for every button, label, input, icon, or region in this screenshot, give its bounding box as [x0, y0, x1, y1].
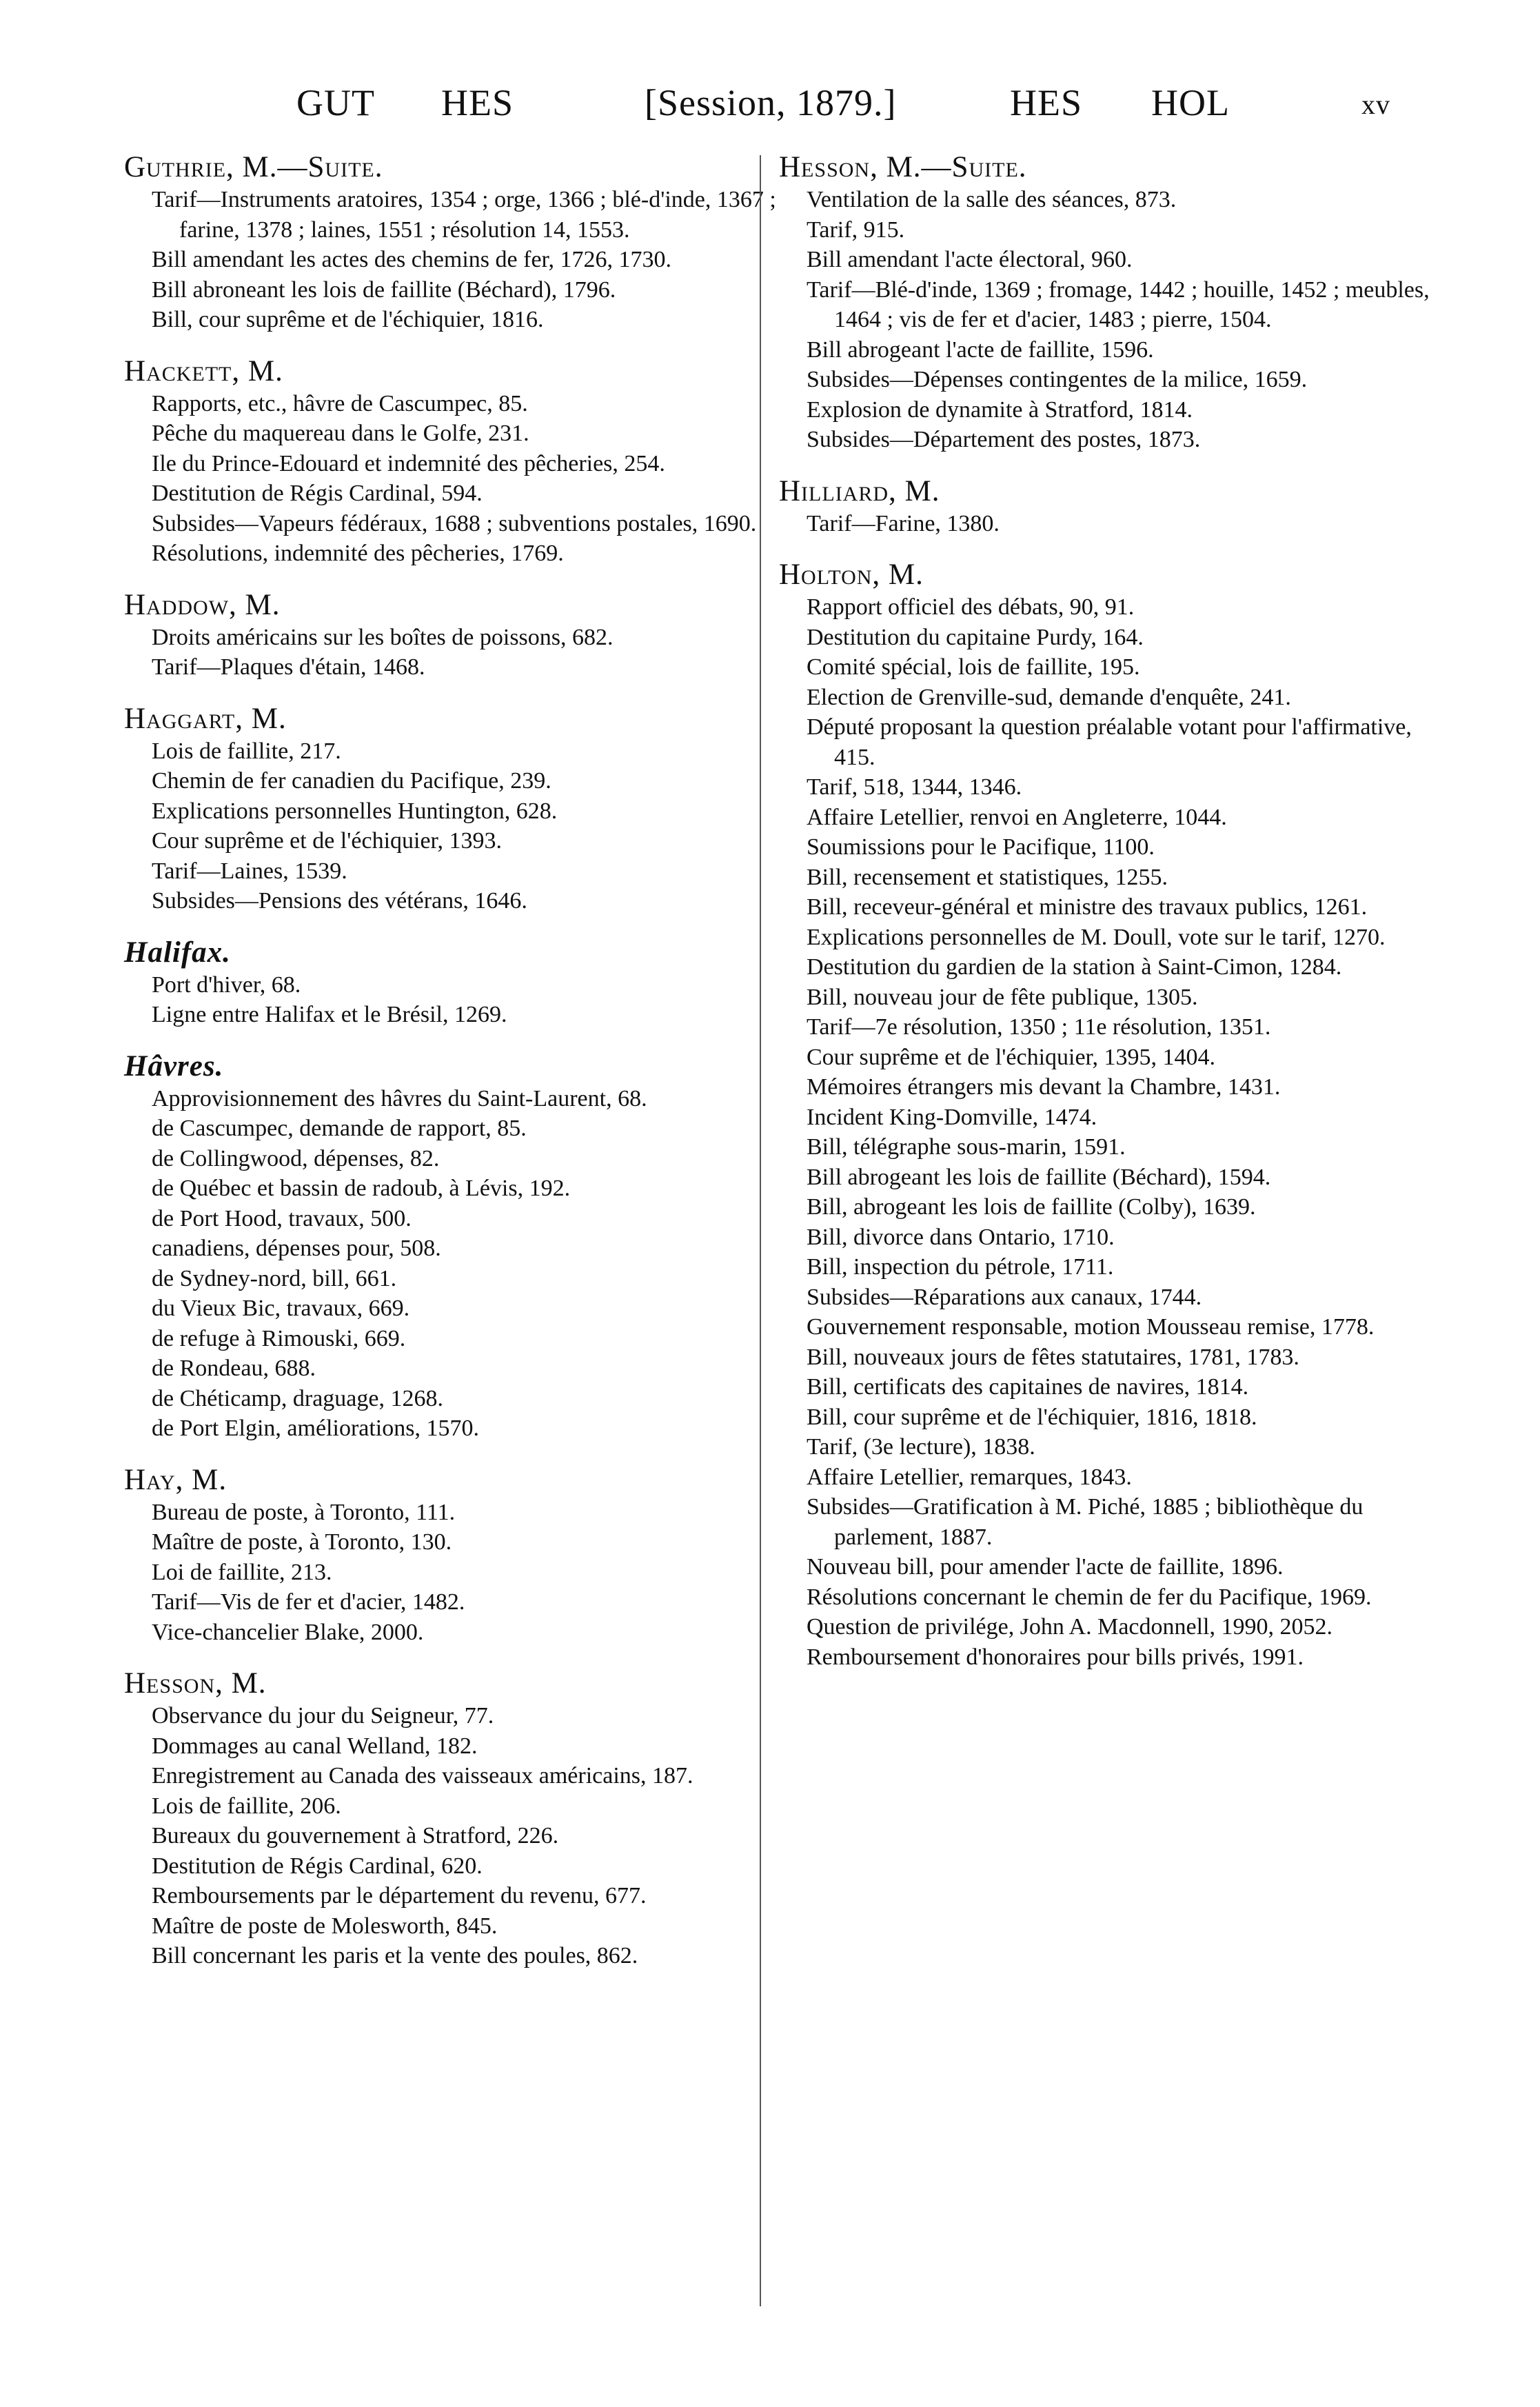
entry-item: Lois de faillite, 206. [152, 1793, 341, 1819]
entry-item: Tarif—Blé-d'inde, 1369 ; fromage, 1442 ; houille, 1452 ; meubles, 1464 ; vis de fer et d'acier, 1483 ; pierre, 1504. [807, 276, 1430, 332]
entry-item: Bill abroneant les lois de faillite (Béchard), 1796. [152, 276, 616, 303]
index-entry-hay-m [124, 1463, 779, 1648]
header-left-word-2: HES [441, 82, 514, 123]
entry-item: Subsides—Dépenses contingentes de la milice, 1659. [807, 367, 1308, 392]
entry-item: Port d'hiver, 68. [152, 971, 301, 998]
index-entry-halifax [124, 936, 779, 1030]
entry-item: Bill, recensement et statistiques, 1255. [807, 864, 1168, 890]
entry-item: Pêche du maquereau dans le Golfe, 231. [152, 421, 529, 446]
index-entry-hackett-m [124, 354, 779, 569]
entry-item: Bill, nouveau jour de fête publique, 1305. [807, 984, 1198, 1010]
header-right-word-2: HOL [1151, 82, 1230, 123]
column-divider [760, 155, 761, 2306]
entry-item: de Sydney-nord, bill, 661. [152, 1265, 397, 1291]
entry-item: Tarif, 518, 1344, 1346. [807, 774, 1022, 800]
index-column-right [779, 150, 1434, 1691]
entry-item: Subsides—Gratification à M. Piché, 1885 ; bibliothèque du parlement, 1887. [807, 1494, 1364, 1550]
entry-heading: Halifax. [124, 936, 231, 969]
entry-heading: Haggart, M. [124, 702, 287, 735]
entry-item: Député proposant la question préalable votant pour l'affirmative, 415. [807, 714, 1412, 770]
index-entry-hilliard-m [779, 474, 1434, 539]
entry-item: Cour suprême et de l'échiquier, 1393. [152, 828, 503, 854]
entry-item: Subsides—Pensions des vétérans, 1646. [152, 888, 527, 914]
entry-item: de Collingwood, dépenses, 82. [152, 1145, 440, 1171]
entry-item: Bill, nouveaux jours de fêtes statutaires, 1781, 1783. [807, 1344, 1299, 1370]
entry-item: Bill, receveur-général et ministre des travaux publics, 1261. [807, 894, 1368, 920]
entry-item: Affaire Letellier, renvoi en Angleterre, 1044. [807, 804, 1227, 830]
entry-item: Subsides—Département des postes, 1873. [807, 427, 1201, 452]
index-entry-havres [124, 1049, 779, 1444]
entry-item: Bill, cour suprême et de l'échiquier, 1816, 1818. [807, 1404, 1257, 1430]
entry-item: de Port Elgin, améliorations, 1570. [152, 1416, 479, 1441]
entry-item: Maître de poste, à Toronto, 130. [152, 1529, 452, 1555]
entry-item: Incident King-Domville, 1474. [807, 1104, 1097, 1130]
header-left-word-1: GUT [296, 82, 375, 123]
entry-heading: Hackett, M. [124, 354, 283, 387]
entry-item: Ventilation de la salle des séances, 873. [807, 187, 1177, 212]
entry-item: Subsides—Réparations aux canaux, 1744. [807, 1284, 1202, 1310]
entry-item: de refuge à Rimouski, 669. [152, 1325, 406, 1351]
index-entry-holton-m [779, 558, 1434, 1672]
entry-item: Bill, inspection du pétrole, 1711. [807, 1254, 1114, 1280]
entry-item: Explications personnelles Huntington, 628. [152, 798, 558, 824]
entry-item: Soumissions pour le Pacifique, 1100. [807, 834, 1155, 860]
entry-item: Tarif, 915. [807, 216, 905, 243]
entry-item: de Rondeau, 688. [152, 1356, 316, 1381]
entry-heading: Haddow, M. [124, 588, 281, 621]
entry-item: Résolutions, indemnité des pêcheries, 1769. [152, 541, 564, 566]
entry-item: Droits américains sur les boîtes de poissons, 682. [152, 624, 614, 650]
entry-heading: Hesson, M.—Suite. [779, 151, 1027, 183]
entry-item: Ligne entre Halifax et le Brésil, 1269. [152, 1002, 507, 1027]
entry-item: Enregistrement au Canada des vaisseaux américains, 187. [152, 1763, 693, 1789]
entry-item: Tarif—Instruments aratoires, 1354 ; orge, 1366 ; blé-d'inde, 1367 ; farine, 1378 ; laines, 1551 ; résolution 14, 1553. [152, 187, 776, 243]
entry-item: de Port Hood, travaux, 500. [152, 1205, 412, 1231]
entry-item: Election de Grenville-sud, demande d'enquête, 241. [807, 684, 1291, 710]
entry-item: Tarif—Plaques d'étain, 1468. [152, 654, 425, 680]
entry-item: Affaire Letellier, remarques, 1843. [807, 1464, 1132, 1490]
entry-item: Destitution de Régis Cardinal, 620. [152, 1853, 483, 1879]
index-entry-hesson-m [124, 1666, 779, 1971]
entry-item: Remboursement d'honoraires pour bills privés, 1991. [807, 1644, 1304, 1670]
header-session: [Session, 1879.] [645, 82, 897, 123]
entry-heading: Hilliard, M. [779, 474, 940, 507]
entry-item: Bureaux du gouvernement à Stratford, 226. [152, 1823, 559, 1849]
entry-item: Rapports, etc., hâvre de Cascumpec, 85. [152, 390, 528, 416]
entry-item: Destitution du capitaine Purdy, 164. [807, 624, 1144, 650]
index-column-left [124, 150, 779, 1991]
index-entry-guthrie-m-suite [124, 150, 779, 335]
entry-item: Loi de faillite, 213. [152, 1559, 332, 1585]
entry-item: Gouvernement responsable, motion Mousseau remise, 1778. [807, 1314, 1375, 1340]
entry-item: Ile du Prince-Edouard et indemnité des pêcheries, 254. [152, 450, 665, 476]
entry-item: du Vieux Bic, travaux, 669. [152, 1296, 410, 1321]
entry-item: Bill, certificats des capitaines de navires, 1814. [807, 1374, 1249, 1400]
entry-item: canadiens, dépenses pour, 508. [152, 1236, 441, 1261]
header-right-word-1: HES [1010, 82, 1083, 123]
entry-heading: Hâvres. [124, 1049, 224, 1082]
entry-item: de Chéticamp, draguage, 1268. [152, 1385, 443, 1411]
entry-item: Bill, abrogeant les lois de faillite (Colby), 1639. [807, 1194, 1256, 1220]
index-entry-haggart-m [124, 702, 779, 916]
entry-item: Question de privilége, John A. Macdonnell, 1990, 2052. [807, 1614, 1333, 1640]
entry-item: Mémoires étrangers mis devant la Chambre, 1431. [807, 1074, 1281, 1100]
entry-heading: Hay, M. [124, 1463, 227, 1496]
entry-item: Explosion de dynamite à Stratford, 1814. [807, 396, 1193, 423]
entry-item: Résolutions concernant le chemin de fer du Pacifique, 1969. [807, 1584, 1372, 1610]
entry-item: Comité spécial, lois de faillite, 195. [807, 654, 1140, 680]
entry-item: Tarif—Farine, 1380. [807, 510, 1000, 536]
running-header [0, 81, 1540, 130]
index-entry-haddow-m [124, 588, 779, 683]
entry-item: Tarif—Vis de fer et d'acier, 1482. [152, 1589, 465, 1615]
entry-item: Bill abrogeant l'acte de faillite, 1596. [807, 336, 1154, 363]
entry-item: Bill amendant l'acte électoral, 960. [807, 247, 1133, 272]
entry-item: Dommages au canal Welland, 182. [152, 1733, 478, 1759]
entry-item: Bill, télégraphe sous-marin, 1591. [807, 1134, 1126, 1160]
entry-item: Bill concernant les paris et la vente des poules, 862. [152, 1943, 638, 1968]
entry-item: Explications personnelles de M. Doull, vote sur le tarif, 1270. [807, 924, 1386, 950]
entry-item: de Québec et bassin de radoub, à Lévis, 192. [152, 1176, 571, 1201]
entry-item: Nouveau bill, pour amender l'acte de faillite, 1896. [807, 1554, 1284, 1580]
entry-item: Tarif, (3e lecture), 1838. [807, 1434, 1035, 1460]
entry-item: Vice-chancelier Blake, 2000. [152, 1619, 424, 1645]
entry-item: Destitution de Régis Cardinal, 594. [152, 481, 483, 506]
page-number: xv [1361, 89, 1390, 120]
entry-item: Chemin de fer canadien du Pacifique, 239. [152, 768, 551, 794]
entry-item: Bill abrogeant les lois de faillite (Béchard), 1594. [807, 1164, 1271, 1190]
entry-heading: Guthrie, M.—Suite. [124, 151, 383, 183]
entry-item: Subsides—Vapeurs fédéraux, 1688 ; subventions postales, 1690. [152, 510, 757, 536]
entry-item: Destitution du gardien de la station à Saint-Cimon, 1284. [807, 954, 1342, 980]
entry-item: Observance du jour du Seigneur, 77. [152, 1703, 494, 1729]
entry-item: Lois de faillite, 217. [152, 738, 341, 764]
entry-item: Bill amendant les actes des chemins de fer, 1726, 1730. [152, 247, 671, 272]
entry-heading: Hesson, M. [124, 1667, 267, 1700]
entry-item: Tarif—7e résolution, 1350 ; 11e résolution, 1351. [807, 1014, 1271, 1040]
entry-item: Cour suprême et de l'échiquier, 1395, 1404. [807, 1044, 1216, 1070]
entry-item: Approvisionnement des hâvres du Saint-Laurent, 68. [152, 1085, 647, 1111]
entry-item: Tarif—Laines, 1539. [152, 858, 347, 884]
entry-item: Bureau de poste, à Toronto, 111. [152, 1499, 456, 1525]
entry-heading: Holton, M. [779, 558, 924, 591]
entry-item: Remboursements par le département du revenu, 677. [152, 1883, 647, 1909]
entry-item: Bill, divorce dans Ontario, 1710. [807, 1224, 1115, 1250]
entry-item: Bill, cour suprême et de l'échiquier, 1816. [152, 307, 544, 332]
index-entry-hesson-m-suite [779, 150, 1434, 455]
entry-item: Maître de poste de Molesworth, 845. [152, 1913, 498, 1939]
entry-item: de Cascumpec, demande de rapport, 85. [152, 1116, 527, 1141]
entry-item: Rapport officiel des débats, 90, 91. [807, 594, 1135, 620]
